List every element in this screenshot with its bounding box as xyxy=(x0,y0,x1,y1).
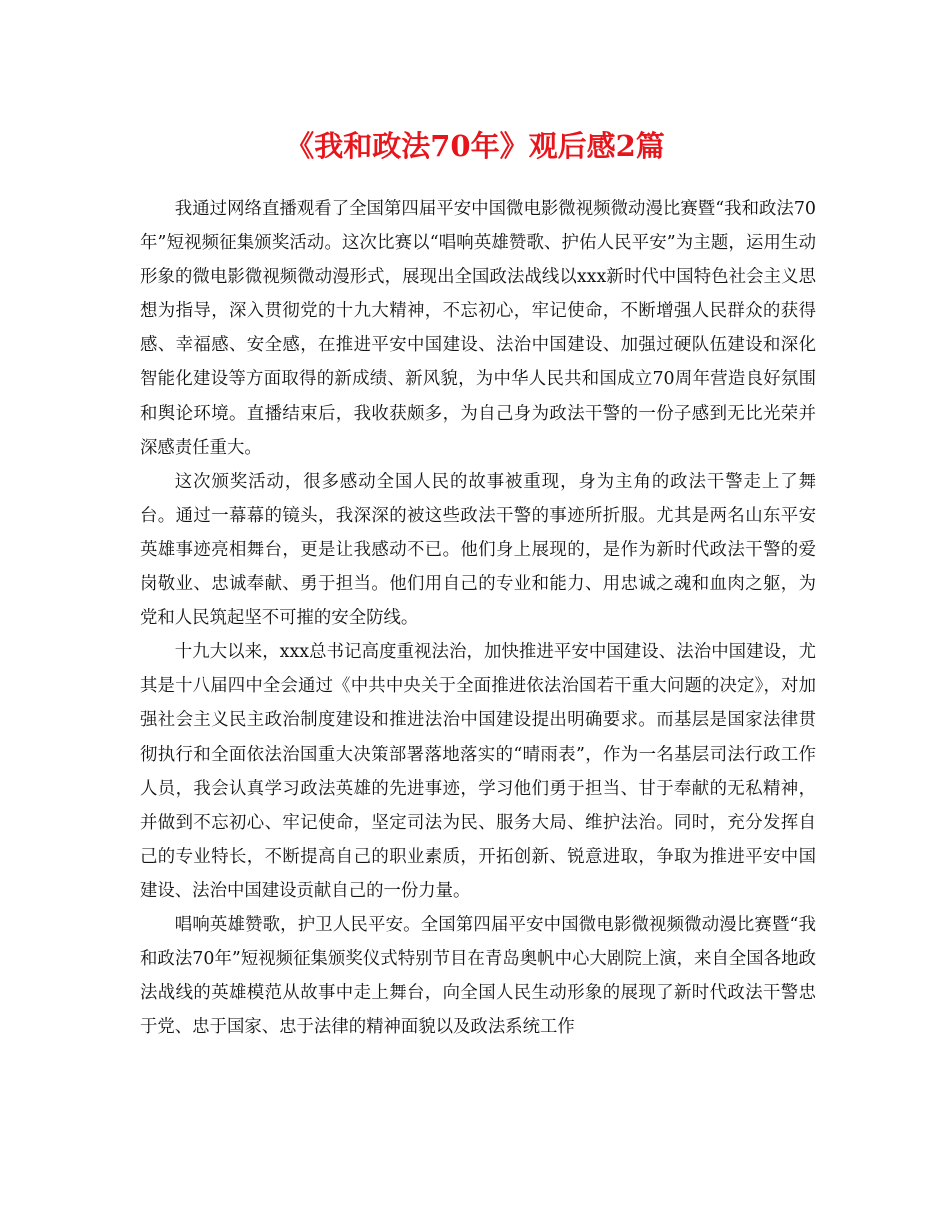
paragraph-1: 我通过网络直播观看了全国第四届平安中国微电影微视频微动漫比赛暨“我和政法70年”短视频征集颁奖活动。这次比赛以“唱响英雄赞歌、护佑人民平安”为主题，运用生动形象的微电影微视频微动漫形式，展现出全国政法战线以xxx新时代中国特色社会主义思想为指导，深入贯彻党的十九大精神，不忘初心，牢记使命，不断增强人民群众的获得感、幸福感、安全感，在推进平安中国建设、法治中国建设、加强过硬队伍建设和深化智能化建设等方面取得的新成绩、新风貌，为中华人民共和国成立70周年营造良好氛围和舆论环境。直播结束后，我收获颇多，为自己身为政法干警的一份子感到无比光荣并深感责任重大。 xyxy=(140,199,816,458)
paragraph-2: 这次颁奖活动，很多感动全国人民的故事被重现，身为主角的政法干警走上了舞台。通过一幕幕的镜头，我深深的被这些政法干警的事迹所折服。尤其是两名山东平安英雄事迹亮相舞台，更是让我感动不已。他们身上展现的，是作为新时代政法干警的爱岗敬业、忠诚奉献、勇于担当。他们用自己的专业和能力、用忠诚之魂和血肉之躯，为党和人民筑起坚不可摧的安全防线。 xyxy=(140,471,816,629)
document-body xyxy=(140,192,816,1044)
paragraph-3: 十九大以来，xxx总书记高度重视法治，加快推进平安中国建设、法治中国建设，尤其是十八届四中全会通过《中共中央关于全面推进依法治国若干重大问题的决定》，对加强社会主义民主政治制度建设和推进法治中国建设提出明确要求。而基层是国家法律贯彻执行和全面依法治国重大决策部署落地落实的“晴雨表”，作为一名基层司法行政工作人员，我会认真学习政法英雄的先进事迹，学习他们勇于担当、甘于奉献的无私精神，并做到不忘初心、牢记使命，坚定司法为民、服务大局、维护法治。同时，充分发挥自己的专业特长，不断提高自己的职业素质，开拓创新、锐意进取，争取为推进平安中国建设、法治中国建设贡献自己的一份力量。 xyxy=(140,642,816,901)
paragraph-4: 唱响英雄赞歌，护卫人民平安。全国第四届平安中国微电影微视频微动漫比赛暨“我和政法70年”短视频征集颁奖仪式特别节目在青岛奥帆中心大剧院上演，来自全国各地政法战线的英雄模范从故事中走上舞台，向全国人民生动形象的展现了新时代政法干警忠于党、忠于国家、忠于法律的精神面貌以及政法系统工作 xyxy=(140,914,816,1038)
document-title: 《我和政法70年》观后感2篇 xyxy=(285,129,665,163)
